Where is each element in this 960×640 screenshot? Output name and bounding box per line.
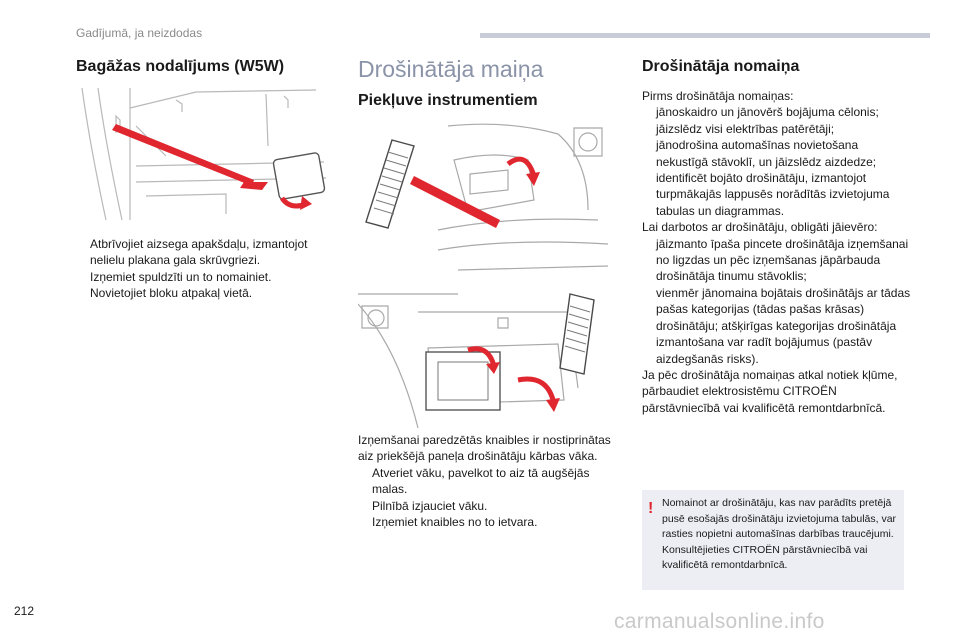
list-item: jāizmanto īpaša pincete drošinātāja izņemšanai no ligzdas un pēc izņemšanas jāpārbauda drošinātāja tinumu stāvoklis;: [656, 236, 909, 284]
list-item: Izņemiet spuldzīti un to nomainiet.: [90, 269, 272, 284]
trunk-lamp-heading: Bagāžas nodalījums (W5W): [76, 58, 285, 75]
tool-access-heading: Piekļuve instrumentiem: [358, 92, 538, 109]
tool-access-intro: Izņemšanai paredzētās knaibles ir nostiprinātas aiz priekšējā paneļa drošinātāju kārbas vāka.: [358, 433, 611, 464]
trunk-lamp-illustration: [76, 86, 340, 220]
dashboard-fusebox-illustration: [358, 120, 620, 280]
page-number: 212: [14, 604, 35, 618]
watermark: carmanualsonline.info: [614, 610, 825, 633]
list-item: Izņemiet knaibles no to ietvara.: [372, 515, 538, 530]
fuse-change-heading: Drošinātāja nomaiņa: [642, 58, 800, 75]
glovebox-fusebox-illustration: [358, 288, 620, 428]
list-item: Atbrīvojiet aizsega apakšdaļu, izmantojot nelielu plakana gala skrūvgriezi.: [90, 237, 308, 268]
list-item: identificēt bojāto drošinātāju, izmantojot turpmākajās lappusēs norādītās izvietojuma tabulas un diagrammas.: [656, 171, 890, 218]
warning-note-text: Nomainot ar drošinātāju, kas nav parādīts pretējā pusē esošajās drošinātāju izvietojuma tabulās, var rasties nopietni automašīnas darbības traucējumi. Konsultējieties CITROËN pārstāvniecībā vai kvalificētā remontdarbnīcā.: [662, 497, 897, 572]
fuse-replacement-title: Drošinātāja maiņa: [358, 56, 544, 82]
fuse-change-outro: Ja pēc drošinātāja nomaiņas atkal notiek kļūme, pārbaudiet elektrosistēmu CITROËN pārstāvniecībā vai kvalificētā remontdarbnīcā.: [642, 367, 898, 415]
header-section-title: Gadījumā, ja neizdodas: [76, 26, 203, 40]
list-item: vienmēr jānomaina bojātais drošinātājs ar tādas pašas kategorijas (tādas pašas krāsas) drošinātāju; atšķirīgas kategorijas drošinātāja izmantošana var radīt bojājumus (pastāv aizdegšanās risks).: [656, 285, 911, 366]
list-item: Novietojiet bloku atpakaļ vietā.: [90, 286, 253, 301]
fuse-rules-intro: Lai darbotos ar drošinātāju, obligāti jāievēro:: [642, 220, 878, 235]
trunk-lamp-instructions: [76, 236, 342, 302]
header-bar: [480, 33, 930, 38]
warning-icon: !: [648, 500, 654, 517]
warning-note: [642, 490, 904, 590]
list-item: jāizslēdz visi elektrības patērētāji;: [656, 121, 835, 136]
list-item: Pilnībā izjauciet vāku.: [372, 498, 488, 513]
tool-access-instructions: [358, 432, 620, 530]
list-item: jānodrošina automašīnas novietošana nekustīgā stāvoklī, un jāizslēdz aizdedze;: [656, 138, 877, 169]
fuse-change-instructions: [642, 88, 912, 416]
list-item: jānoskaidro un jānovērš bojājuma cēlonis;: [656, 105, 879, 120]
list-item: Atveriet vāku, pavelkot to aiz tā augšējās malas.: [372, 465, 590, 497]
fuse-change-intro: Pirms drošinātāja nomaiņas:: [642, 89, 794, 103]
